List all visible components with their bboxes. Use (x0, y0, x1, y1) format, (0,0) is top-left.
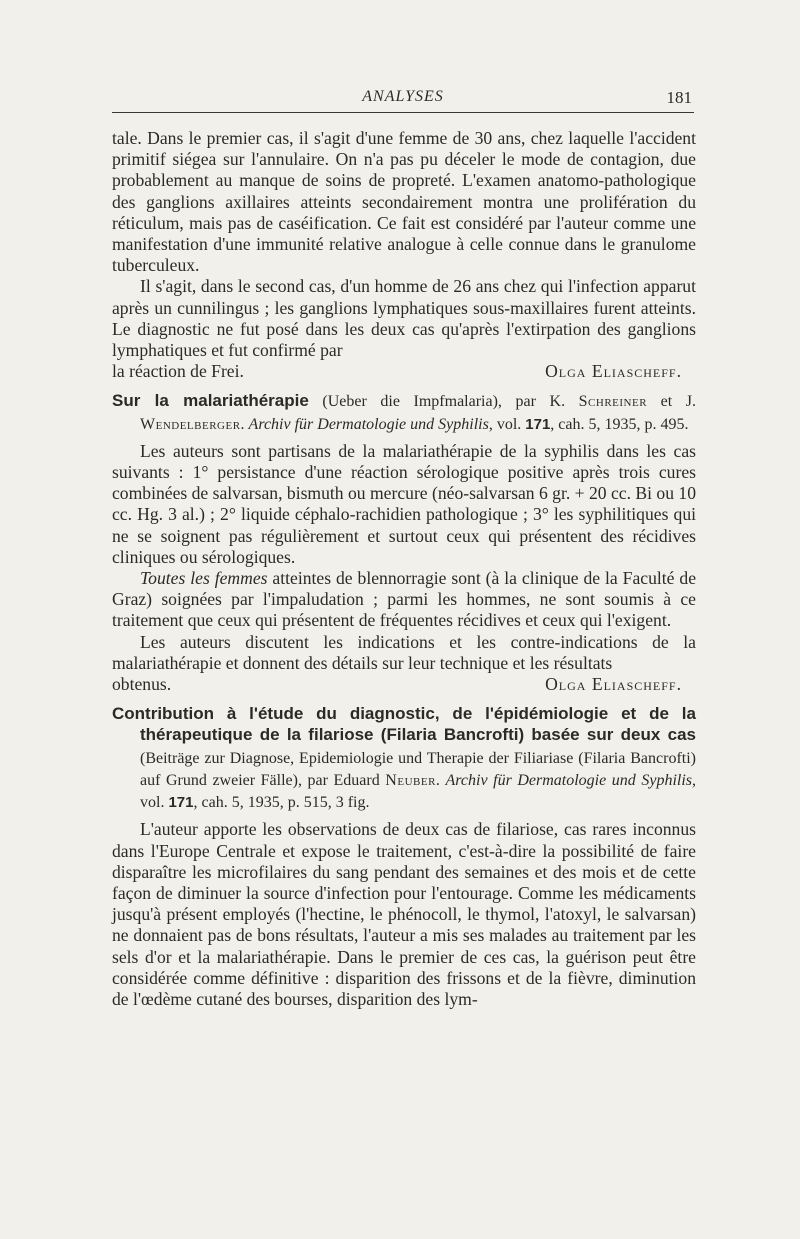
paragraph: Il s'agit, dans le second cas, d'un homme de 26 ans chez qui l'infection apparut après un cunnilingus ; les ganglions lymphatiques sous-maxillaires furent atteints. Le diagnostic ne fut posé dans les deux cas qu'après l'extirpation des ganglions lymphatiques et fut confirmé par (112, 276, 696, 361)
article-title: Contribution à l'étude du diagnostic, de l'épidémiologie et de la thérapeutique de la filariose (Filaria Bancrofti) basée sur deux cas (112, 704, 696, 745)
paragraph: tale. Dans le premier cas, il s'agit d'une femme de 30 ans, chez laquelle l'accident primitif siégea sur l'annulaire. On n'a pas pu déceler le mode de contagion, due probablement au manque de soins de propreté. L'examen anatomo-pathologique des ganglions axillaires atteints secondairement montra une prolifération du réticulum, mais pas de caséification. Ce fait est considéré par l'auteur comme une manifestation d'une immunité relative analogue à celle connue dans le granulome tuberculeux. (112, 128, 696, 276)
author-name: Neuber (385, 771, 436, 789)
article-heading (112, 390, 696, 434)
reference-text: , cah. 5, 1935, p. 515, 3 fig. (193, 794, 370, 812)
paragraph: L'auteur apporte les observations de deux cas de filariose, cas rares inconnus dans l'Europe Centrale et expose le traitement, c'est-à-dire la possibilité de faire disparaître les microfilaires du sang pendant des semaines et des mois et de cette façon de diminuer la source d'infection pour l'entourage. Comme les médicaments jusqu'à présent employés (l'hectine, le phénocoll, le thymol, l'atoxyl, le salvarsan) ne donnaient pas de bons résultats, l'auteur a mis ses malades au traitement par les sels d'or et la malariathérapie. Dans le premier de ces cas, la guérison peut être considérée comme définitive : disparition des frissons et de la fièvre, diminution de l'œdème cutané des bourses, disparition des lym- (112, 819, 696, 1009)
author-name: Wendelberger (140, 415, 241, 433)
author-signature: Olga Eliascheff. (545, 674, 682, 695)
running-head: ANALYSES (362, 88, 444, 105)
volume-number: 171 (525, 415, 551, 433)
journal-name: Archiv für Dermatologie und Syphilis (248, 415, 489, 433)
paragraph-last-line: la réaction de Frei. (112, 361, 244, 382)
author-signature: Olga Eliascheff. (545, 361, 682, 382)
paragraph: Les auteurs discutent les indications et les contre-indications de la malariathérapie et donnent des détails sur leur technique et les résultats (112, 631, 696, 673)
reference-text: , vol. (488, 415, 526, 433)
article-body (112, 128, 696, 1010)
signature-line (112, 361, 696, 382)
reference-text: . (435, 771, 446, 789)
paragraph-text: atteintes de blennorragie sont (à la clinique de la Faculté de Graz) soignées par l'impaludation ; parmi les hommes, ne sont soumis à ce traitement que ceux qui présentent de fréquentes récidives et ceux qui l'exigent. (112, 568, 696, 631)
reference-text: . (240, 415, 249, 433)
paragraph-last-line: obtenus. (112, 674, 172, 695)
paragraph: Les auteurs sont partisans de la malariathérapie de la syphilis dans les cas suivants : 1° persistance d'une réaction sérologique positive après trois cures combinées de salvarsan, bismuth ou mercure (néo-salvarsan 6 gr. + 20 cc. Bi ou 10 cc. Hg. 3 al.) ; 2° liquide céphalo-rachidien pathologique ; 3° les syphilitiques qui ne se soignent pas régulièrement et surtout ceux qui présentent des récidives cliniques ou sérologiques. (112, 440, 697, 567)
journal-name: Archiv für Dermatologie und Syphilis (445, 771, 693, 789)
article-title: Sur la malariathérapie (112, 391, 309, 411)
page-number: 181 (666, 88, 692, 107)
reference-text: , vol. (140, 771, 697, 812)
italic-phrase: Toutes les femmes (140, 568, 268, 589)
reference-text: , cah. 5, 1935, p. 495. (550, 415, 689, 433)
reference-text: (Beiträge zur Diagnose, Epidemiologie und Therapie der Filiariase (Filaria Bancrofti) auf Grund zweier Fälle), par Eduard (140, 749, 696, 789)
article-heading (112, 703, 696, 813)
reference-text: (Ueber die Impfmalaria), par K. (308, 393, 579, 411)
page-header (112, 86, 694, 113)
author-name: Schreiner (578, 393, 648, 411)
signature-line (112, 674, 696, 695)
paragraph (112, 568, 696, 632)
reference-text: et J. (647, 393, 697, 411)
volume-number: 171 (168, 794, 194, 812)
